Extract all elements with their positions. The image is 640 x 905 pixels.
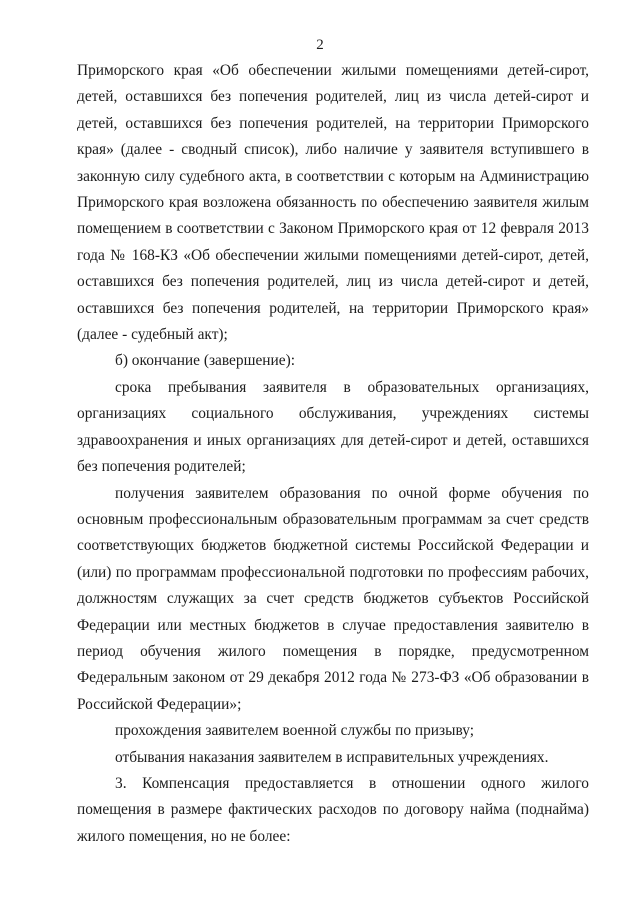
paragraph-stay-term: срока пребывания заявителя в образовательных организациях, организациях социального обслуживания, учреждениях системы здравоохранения и иных организациях для детей-сирот и детей, оставшихся без попечения родителей; [77, 378, 589, 476]
document-body [77, 58, 589, 850]
page-number: 2 [316, 37, 324, 53]
paragraph-education: получения заявителем образования по очной форме обучения по основным профессиональным образовательным программам за счет средств соответствующих бюджетов бюджетной системы Российской Федерации и (или) по программам профессиональной подготовки по профессиям рабочих, должностям служащих за счет средств бюджетов субъектов Российской Федерации или местных бюджетов в случае предоставления заявителю в период обучения жилого помещения в порядке, предусмотренном Федеральным законом от 29 декабря 2012 года № 273-ФЗ «Об образовании в Российской Федерации»; [77, 484, 589, 713]
paragraph-military-service: прохождения заявителем военной службы по призыву; [115, 722, 474, 740]
paragraph-compensation: 3. Компенсация предоставляется в отношении одного жилого помещения в размере фактических расходов по договору найма (поднайма) жилого помещения, но не более: [77, 774, 589, 845]
paragraph-subpoint-b: б) окончание (завершение): [115, 352, 295, 370]
paragraph-continuation: Приморского края «Об обеспечении жилыми помещениями детей-сирот, детей, оставшихся без попечения родителей, лиц из числа детей-сирот и детей, оставшихся без попечения родителей, на территории Приморского края» (далее - сводный список), либо наличие у заявителя вступившего в законную силу судебного акта, в соответствии с которым на Администрацию Приморского края возложена обязанность по обеспечению заявителя жилым помещением в соответствии с Законом Приморского края от 12 февраля 2013 года № 168-КЗ «Об обеспечении жилыми помещениями детей-сирот, детей, оставшихся без попечения родителей, лиц из числа детей-сирот и детей, оставшихся без попечения родителей, на территории Приморского края» (далее - судебный акт); [77, 62, 589, 344]
paragraph-sentence: отбывания наказания заявителем в исправительных учреждениях. [115, 748, 549, 766]
